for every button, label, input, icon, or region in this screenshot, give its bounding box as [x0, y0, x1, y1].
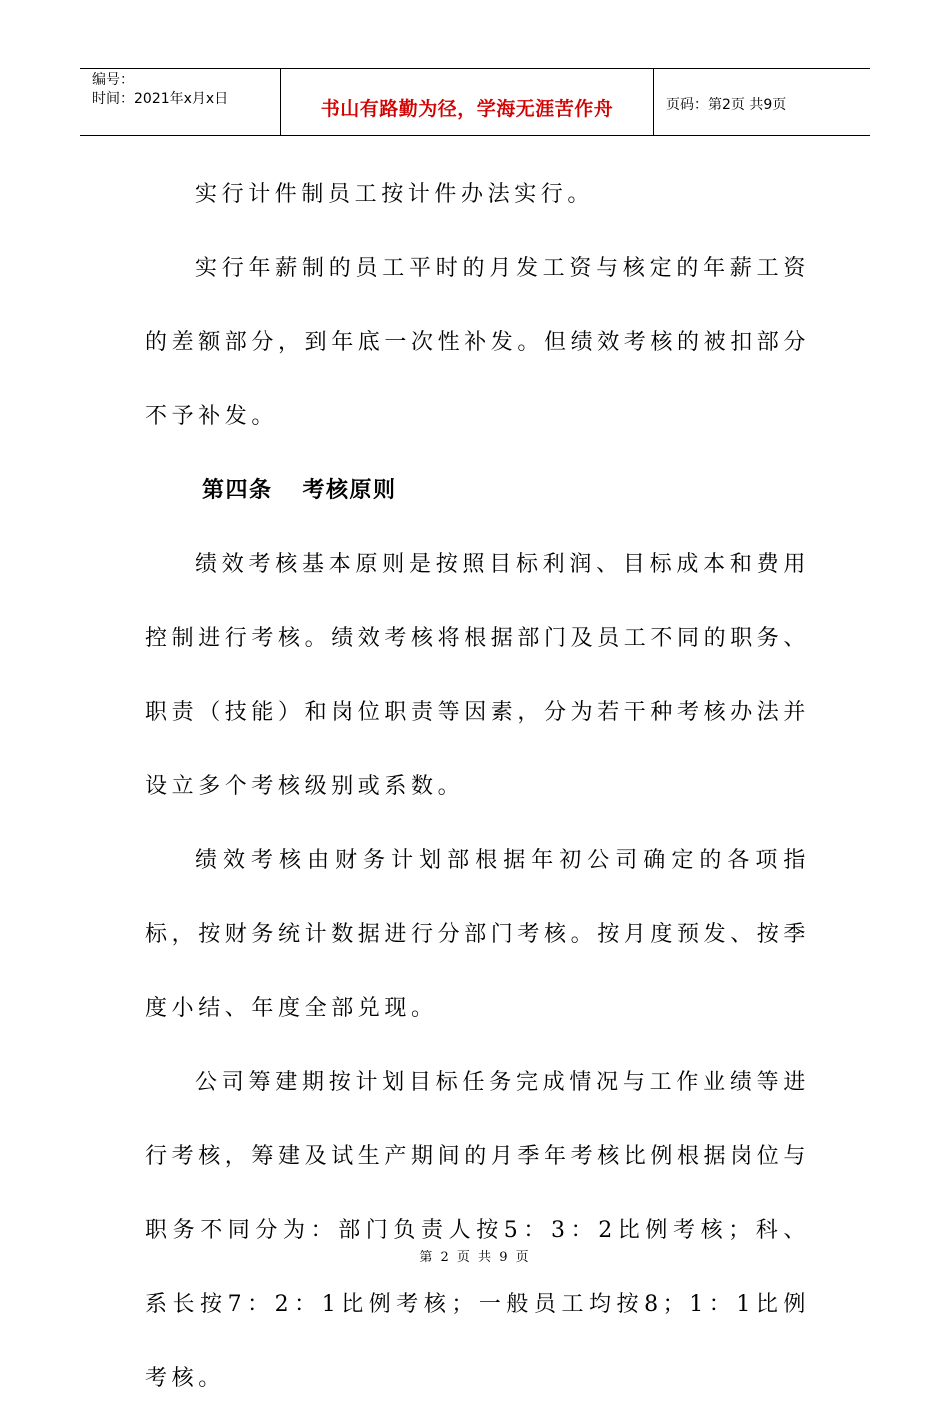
date-label: 时间：2021年x月x日 [92, 91, 229, 107]
section-number: 第四条 [202, 478, 273, 503]
section-heading [145, 454, 810, 528]
header-meta-cell [80, 69, 281, 135]
paragraph: 公司筹建期按计划目标任务完成情况与工作业绩等进行考核，筹建及试生产期间的月季年考核比例根据岗位与职务不同分为：部门负责人按5：3：2比例考核；科、系长按7：2：1比例考核；一般员工均按8；1：1比例考核。 [145, 1070, 811, 1391]
serial-number-label: 编号： [92, 72, 134, 88]
paragraph: 绩效考核由财务计划部根据年初公司确定的各项指标，按财务统计数据进行分部门考核。按月度预发、按季度小结、年度全部兑现。 [145, 848, 811, 1021]
page-info: 页码：第2页 共9页 [666, 97, 787, 113]
header-motto-cell [281, 69, 654, 135]
header-page-cell [654, 69, 870, 135]
page-footer [0, 1246, 950, 1265]
document-header [80, 68, 870, 136]
paragraph: 实行年薪制的员工平时的月发工资与核定的年薪工资的差额部分，到年底一次性补发。但绩效考核的被扣部分不予补发。 [145, 256, 811, 429]
paragraph: 绩效考核基本原则是按照目标利润、目标成本和费用控制进行考核。绩效考核将根据部门及员工不同的职务、职责（技能）和岗位职责等因素，分为若干种考核办法并设立多个考核级别或系数。 [145, 552, 811, 799]
footer-page-number: 第 2 页 共 9 页 [419, 1250, 531, 1265]
motto-text: 书山有路勤为径，学海无涯苦作舟 [320, 97, 614, 120]
paragraph: 实行计件制员工按计件办法实行。 [195, 182, 595, 207]
section-title: 考核原则 [302, 478, 397, 503]
document-body [145, 158, 810, 1416]
